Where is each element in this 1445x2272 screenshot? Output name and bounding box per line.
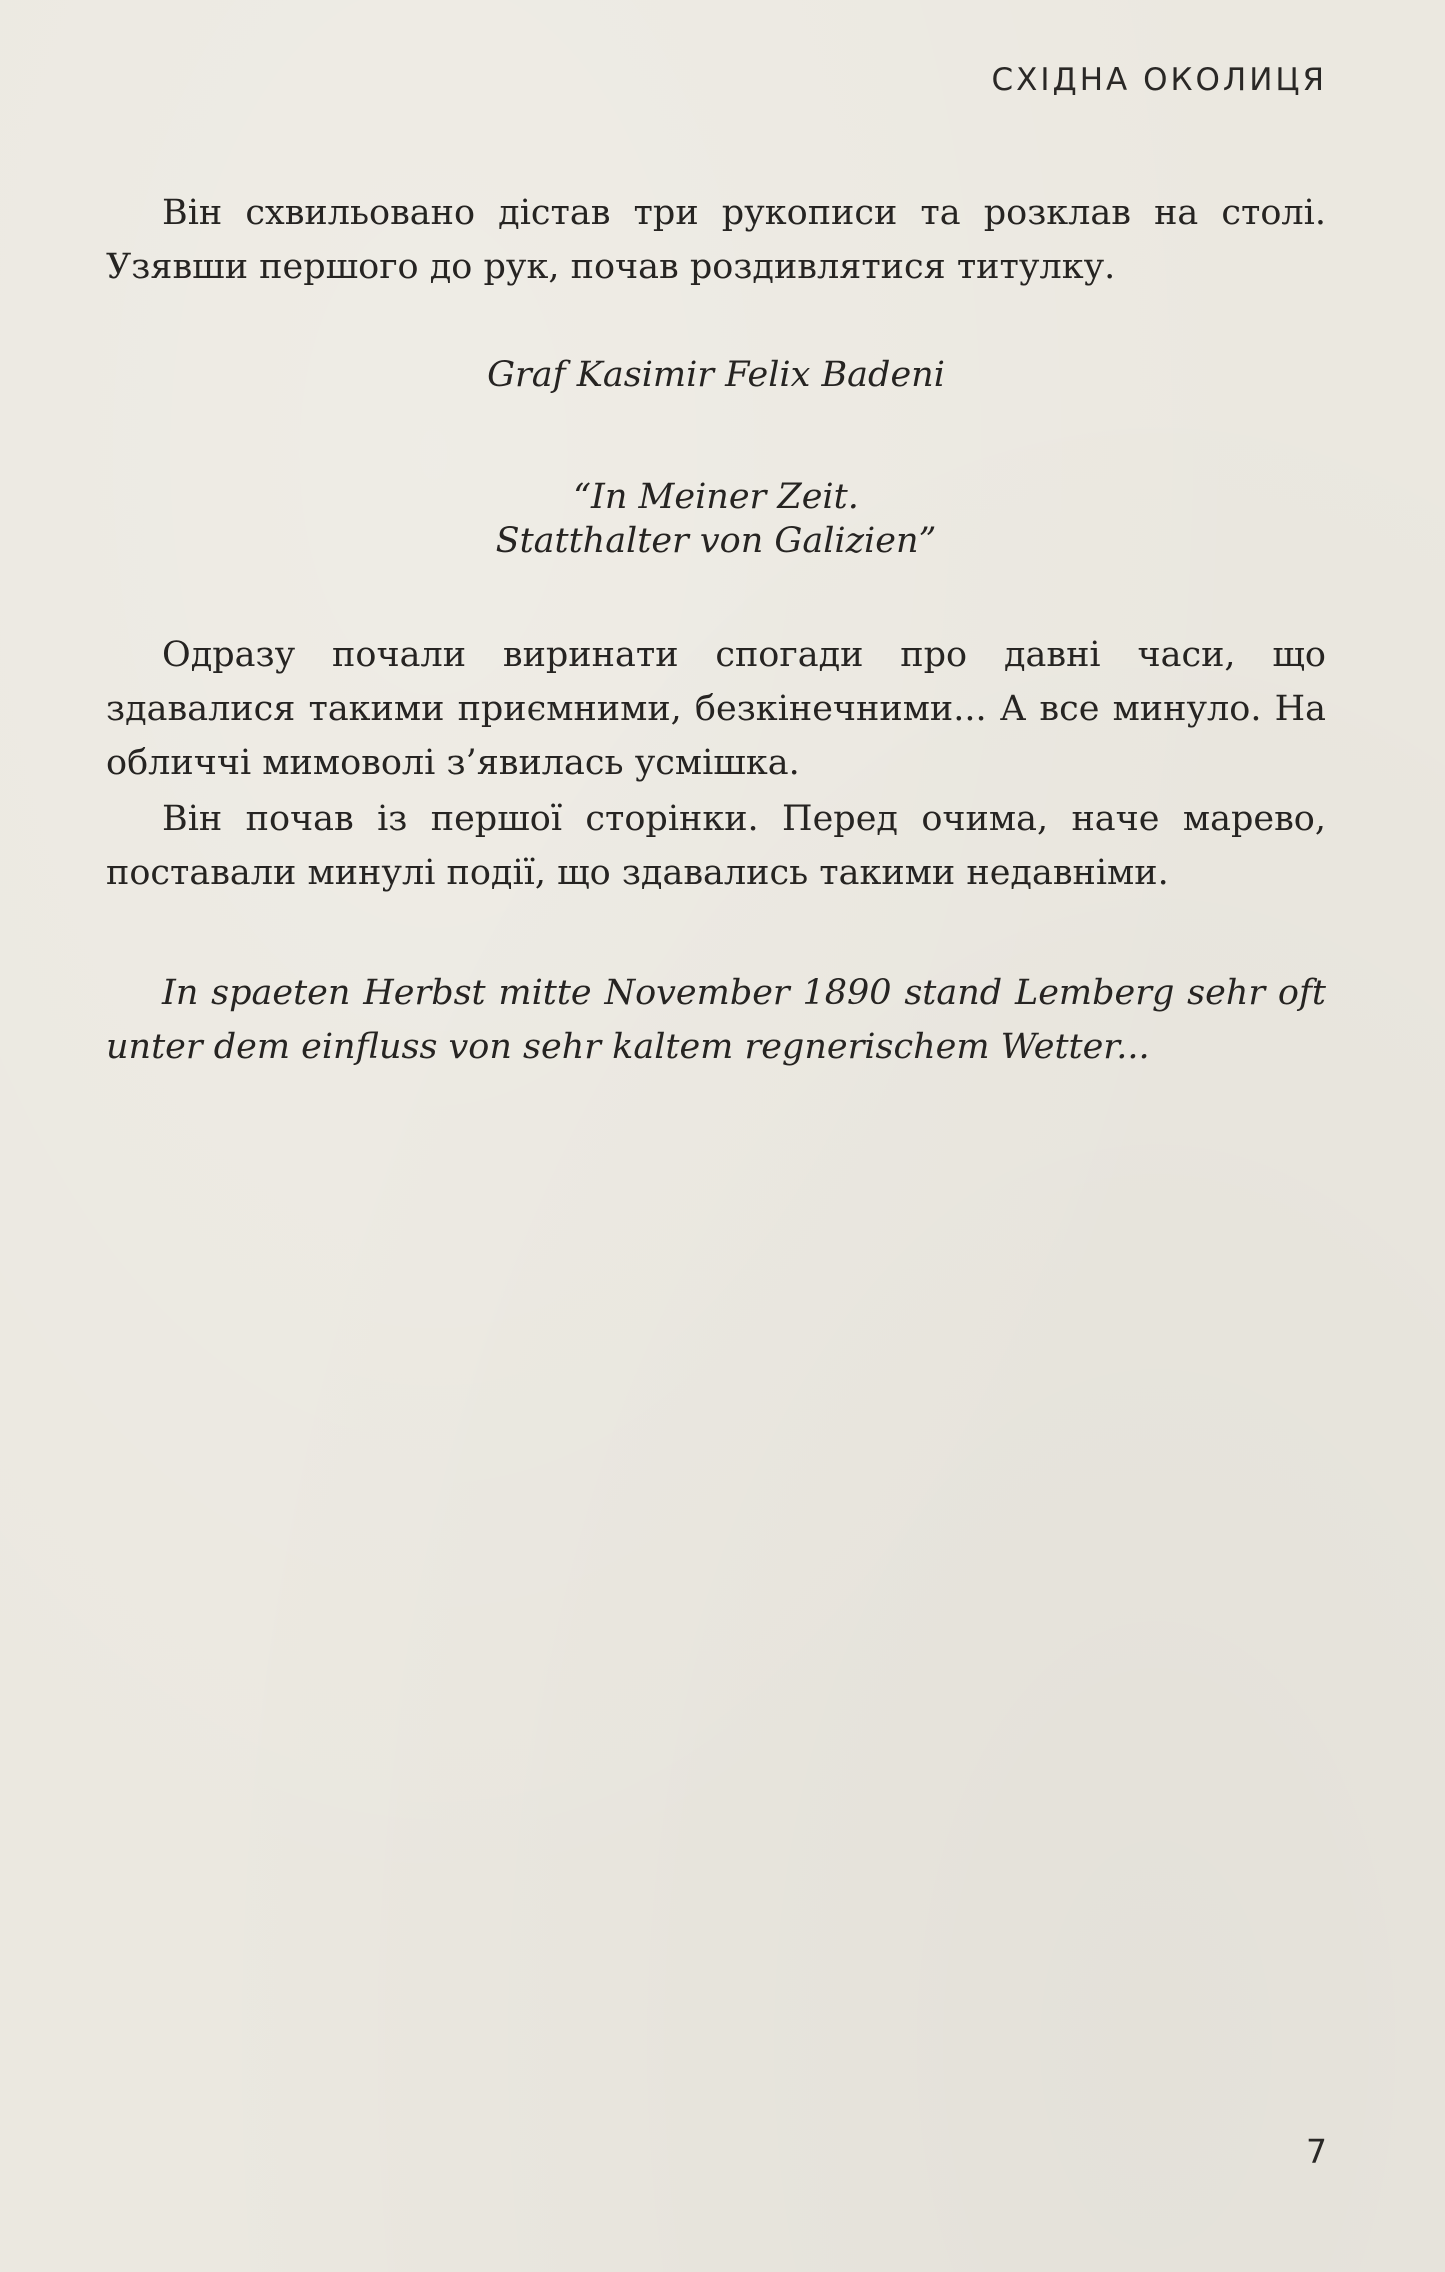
paragraph-2	[106, 628, 1326, 790]
title-line-1: “In Meiner Zeit.	[573, 477, 859, 517]
paragraph-1-text: Він схвильовано дістав три рукописи та розклав на столі. Узявши першого до рук, почав роздивлятися титулку.	[106, 193, 1326, 287]
paragraph-1	[106, 186, 1326, 294]
paragraph-3	[106, 792, 1326, 900]
running-head: СХІДНА ОКОЛИЦЯ	[991, 62, 1327, 98]
paragraph-2-text: Одразу почали виринати спогади про давні часи, що здавалися такими приємними, безкінечними... А все минуло. На обличчі мимоволі з’явилась усмішка.	[106, 635, 1326, 783]
paragraph-4-text: In spaeten Herbst mitte November 1890 stand Lemberg sehr oft unter dem einfluss von sehr kaltem regnerischem Wetter...	[106, 973, 1326, 1067]
paragraph-3-text: Він почав із першої сторінки. Перед очима, наче марево, поставали минулі події, що здавались такими недавніми.	[106, 799, 1326, 893]
paragraph-4	[106, 966, 1326, 1074]
title-line-2: Statthalter von Galizien”	[495, 521, 937, 561]
title-author: Graf Kasimir Felix Badeni	[487, 355, 945, 395]
page-number: 7	[1306, 2132, 1327, 2171]
